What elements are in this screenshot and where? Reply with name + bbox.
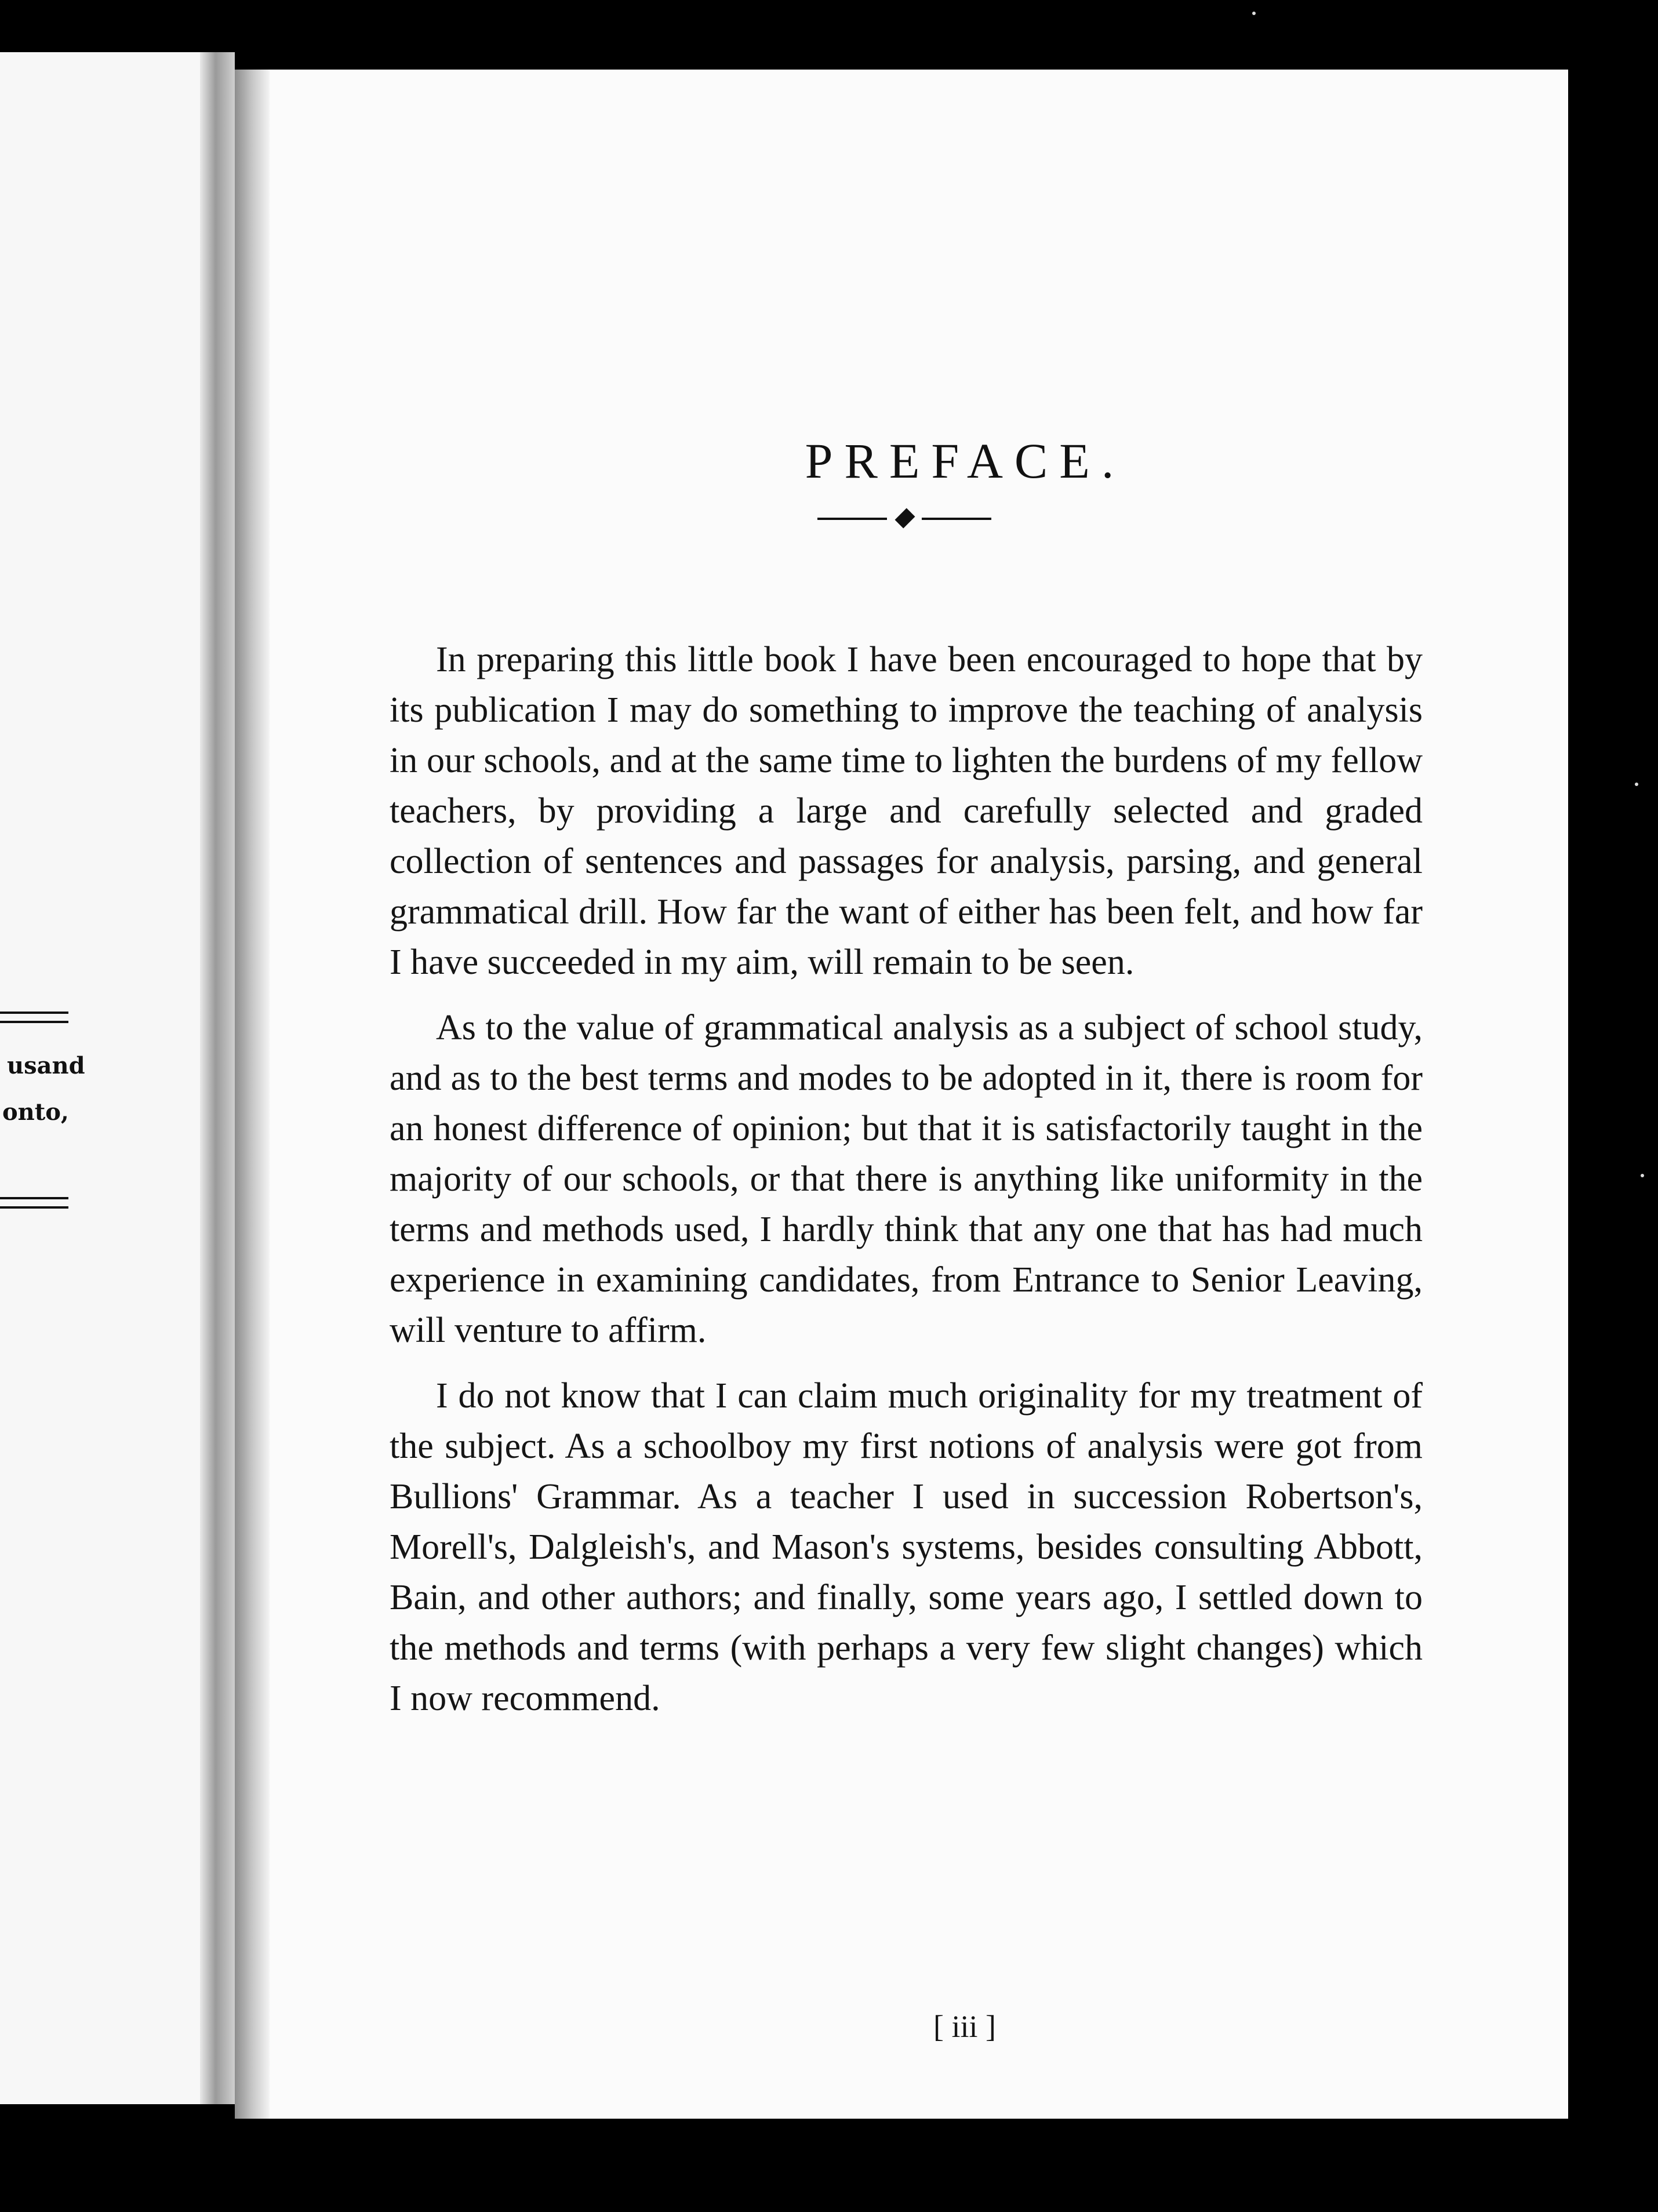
paragraph-2: As to the value of grammatical analysis as a subject of school study, and as to the best terms and modes to be adopted in it, there is room for an honest difference of opinion; but that it is satisfactorily taught in the majority of our schools, or that there is anything like uniformity in the terms and methods used, I hardly think that any one that has had much experience in examining candidates, from Entrance to Senior Leaving, will venture to affirm. <box>390 1008 1423 1350</box>
page-number: [ iii ] <box>933 2009 996 2044</box>
paragraph-3: I do not know that I can claim much originality for my treatment of the subject. As a schoolboy my first notions of analysis were got from Bullions' Grammar. As a teacher I used in succession Robertson's, Morell's, Dalgleish's, and Mason's systems, besides consulting Abbott, Bain, and other authors; and finally, some years ago, I settled down to the methods and terms (with perhaps a very few slight changes) which I now recommend. <box>390 1376 1423 1718</box>
page-title: PREFACE. <box>805 433 1126 489</box>
previous-page <box>0 52 235 2104</box>
preface-page <box>235 70 1568 2119</box>
preface-body <box>390 635 1423 1739</box>
scan-speck <box>1635 783 1638 786</box>
double-rule-top <box>0 1012 68 1023</box>
scan-speck <box>1252 12 1256 15</box>
double-rule-bottom <box>0 1197 68 1209</box>
previous-page-fragment-2: onto, <box>2 1098 69 1126</box>
paragraph-1: In preparing this little book I have been encouraged to hope that by its publication I may do something to improve the teaching of analysis in our schools, and at the same time to lighten the burdens of my fellow teachers, by providing a large and carefully selected and graded collection of sentences and passages for analysis, parsing, and general grammatical drill. How far the want of either has been felt, and how far I have succeeded in my aim, will remain to be seen. <box>390 640 1423 982</box>
gutter-shadow <box>235 70 270 2119</box>
fleuron-diamond-icon <box>817 507 991 530</box>
previous-page-fragment-1: usand <box>7 1052 85 1079</box>
page-fold-shadow <box>200 52 235 2104</box>
scan-speck <box>1641 1174 1644 1177</box>
